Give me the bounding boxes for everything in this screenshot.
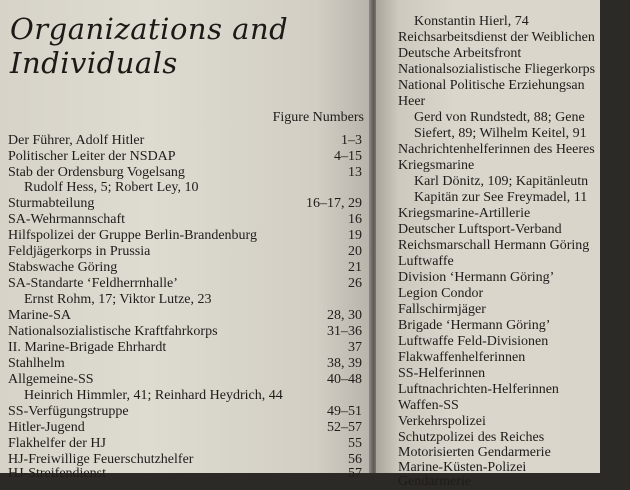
entry-text: HJ-Freiwillige Feuerschutzhelfer <box>8 452 194 467</box>
entry-row <box>8 356 362 372</box>
entry-row <box>8 212 362 228</box>
entry-row <box>8 324 362 340</box>
entry-text: Stahlhelm <box>8 356 65 371</box>
right-entry: Marine-Küsten-Polizei <box>398 460 527 475</box>
entry-text: Ernst Rohm, 17; Viktor Lutze, 23 <box>24 292 212 307</box>
right-entry: Kriegsmarine-Artillerie <box>398 206 531 221</box>
entry-text: Der Führer, Adolf Hitler <box>8 133 145 148</box>
entry-row <box>8 466 362 482</box>
entry-row <box>8 244 362 260</box>
figure-numbers: 56 <box>348 452 362 467</box>
figure-numbers: 21 <box>348 260 362 275</box>
right-entry: Brigade ‘Hermann Göring’ <box>398 318 551 333</box>
entry-text: Marine-SA <box>8 308 71 323</box>
figure-numbers: 16 <box>348 212 362 227</box>
right-entry: Konstantin Hierl, 74 <box>414 14 529 29</box>
right-entry: Motorisierten Gendarmerie <box>398 445 551 460</box>
right-entry: Waffen-SS <box>398 398 459 413</box>
title-line-1: Organizations and <box>10 12 289 46</box>
entry-text: Heinrich Himmler, 41; Reinhard Heydrich, 44 <box>24 388 283 403</box>
entry-row <box>8 372 362 388</box>
entry-row <box>8 276 362 292</box>
figure-numbers: 38, 39 <box>327 356 362 371</box>
entry-text: Flakhelfer der HJ <box>8 436 106 451</box>
right-entry: Deutscher Luftsport-Verband <box>398 222 562 237</box>
entry-row <box>8 228 362 244</box>
title-line-2: Individuals <box>10 46 178 80</box>
entry-row <box>24 180 362 196</box>
figure-numbers: 57 <box>348 466 362 481</box>
right-entry: Nationalsozialistische Fliegerkorps <box>398 62 596 77</box>
column-heading: Figure Numbers <box>272 110 364 125</box>
right-entry: Kriegsmarine <box>398 158 475 173</box>
entry-row <box>24 292 362 308</box>
figure-numbers: 55 <box>348 436 362 451</box>
right-entry: Gerd von Rundstedt, 88; Gene <box>414 110 585 125</box>
right-entry: Flakwaffenhelferinnen <box>398 350 526 365</box>
figure-numbers: 4–15 <box>334 149 362 164</box>
right-entry: Karl Dönitz, 109; Kapitänleutn <box>414 174 589 189</box>
entry-text: Stabswache Göring <box>8 260 118 275</box>
entry-row <box>8 149 362 165</box>
figure-numbers: 26 <box>348 276 362 291</box>
figure-numbers: 16–17, 29 <box>306 196 362 211</box>
entry-text: Nationalsozialistische Kraftfahrkorps <box>8 324 218 339</box>
entry-row <box>8 196 362 212</box>
right-entry: National Politische Erziehungsan <box>398 78 585 93</box>
entry-text: Rudolf Hess, 5; Robert Ley, 10 <box>24 180 199 195</box>
figure-numbers: 40–48 <box>327 372 362 387</box>
right-entry: Division ‘Hermann Göring’ <box>398 270 555 285</box>
page-title <box>10 12 288 80</box>
right-entry: Gendarmerie <box>398 474 472 489</box>
entry-text: SA-Standarte ‘Feldherrnhalle’ <box>8 276 178 291</box>
entry-text: Feldjägerkorps in Prussia <box>8 244 151 259</box>
right-entry: Siefert, 89; Wilhelm Keitel, 91 <box>414 126 587 141</box>
right-entry: Schutzpolizei des Reiches <box>398 430 545 445</box>
entry-row <box>24 388 362 404</box>
entry-text: Politischer Leiter der NSDAP <box>8 149 176 164</box>
right-entry: Legion Condor <box>398 286 484 301</box>
right-entry: Reichsmarschall Hermann Göring <box>398 238 590 253</box>
right-entry: Deutsche Arbeitsfront <box>398 46 522 61</box>
figure-numbers: 13 <box>348 165 362 180</box>
entry-text: Stab der Ordensburg Vogelsang <box>8 165 185 180</box>
entry-text: II. Marine-Brigade Ehrhardt <box>8 340 167 355</box>
entry-row <box>8 260 362 276</box>
right-entry: Luftwaffe Feld-Divisionen <box>398 334 549 349</box>
figure-numbers: 52–57 <box>327 420 362 435</box>
entry-text: SA-Wehrmannschaft <box>8 212 126 227</box>
entry-text: SS-Verfügungstruppe <box>8 404 129 419</box>
entry-row <box>8 308 362 324</box>
right-entry: Verkehrspolizei <box>398 414 486 429</box>
figure-numbers: 28, 30 <box>327 308 362 323</box>
entry-row <box>8 420 362 436</box>
right-entry: Reichsarbeitsdienst der Weiblichen <box>398 30 595 45</box>
right-entry: Kapitän zur See Freymadel, 11 <box>414 190 588 205</box>
right-entry: Nachrichtenhelferinnen des Heeres <box>398 142 595 157</box>
entry-row <box>8 404 362 420</box>
figure-numbers: 19 <box>348 228 362 243</box>
right-entry: Heer <box>398 94 426 109</box>
entry-text: Sturmabteilung <box>8 196 95 211</box>
right-page <box>376 0 600 489</box>
figure-numbers: 20 <box>348 244 362 259</box>
entry-row <box>8 133 362 149</box>
right-entry: Fallschirmjäger <box>398 302 486 317</box>
figure-numbers: 49–51 <box>327 404 362 419</box>
entry-text: Allgemeine-SS <box>8 372 94 387</box>
entry-row <box>8 436 362 452</box>
entry-row <box>8 340 362 356</box>
right-entry: SS-Helferinnen <box>398 366 486 381</box>
entry-text: Hitler-Jugend <box>8 420 85 435</box>
entry-row <box>8 165 362 181</box>
right-entry: Luftnachrichten-Helferinnen <box>398 382 559 397</box>
entry-text: HJ-Streifendienst <box>8 466 106 481</box>
entry-text: Hilfspolizei der Gruppe Berlin-Brandenburg <box>8 228 257 243</box>
right-entry: Luftwaffe <box>398 254 454 269</box>
figure-numbers: 1–3 <box>341 133 362 148</box>
figure-numbers: 37 <box>348 340 362 355</box>
figure-numbers: 31–36 <box>327 324 362 339</box>
